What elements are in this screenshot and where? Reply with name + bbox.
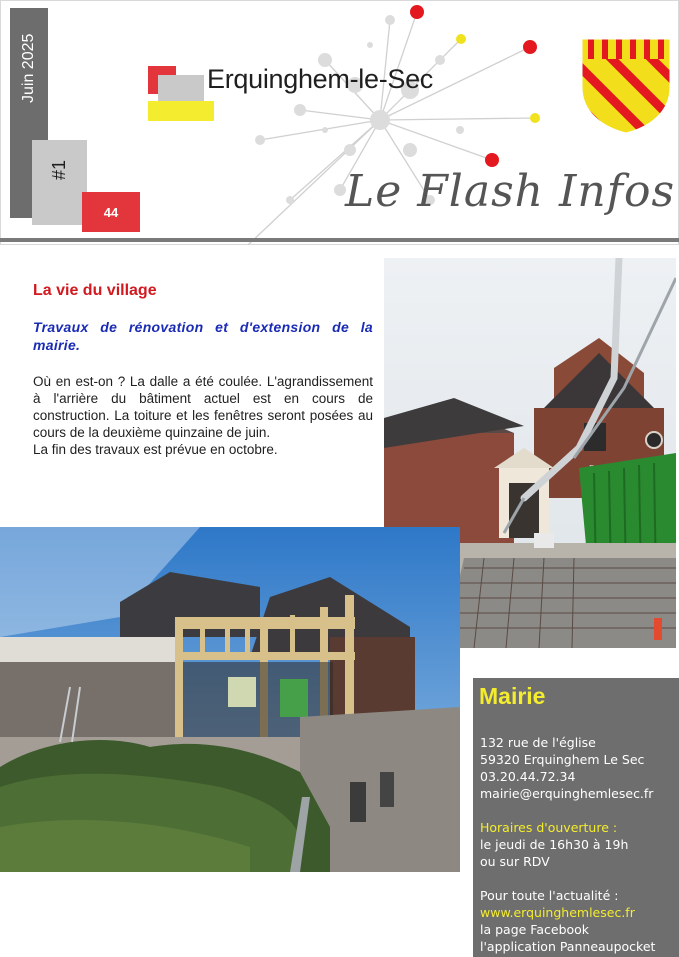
logo-grey-square bbox=[158, 75, 204, 101]
website-link[interactable]: www.erquinghemlesec.fr bbox=[480, 905, 635, 920]
article-body bbox=[33, 373, 373, 458]
photo-timber-extension bbox=[0, 527, 460, 872]
news-label: Pour toute l'actualité : bbox=[480, 888, 619, 903]
red-dot-2 bbox=[523, 40, 537, 54]
town-coat-of-arms-icon bbox=[580, 37, 672, 135]
opening-hours-label: Horaires d'ouverture : bbox=[480, 820, 618, 835]
article-paragraph: La fin des travaux est prévue en octobre. bbox=[33, 442, 278, 457]
mairie-address-street: 132 rue de l'église bbox=[480, 735, 596, 750]
article-paragraph: Où en est-on ? La dalle a été coulée. L'agrandissement à l'arrière du bâtiment actuel est en cours de construction. La toiture et les fenêtres seront posées au cours de la deuxième quinzaine de juin. bbox=[33, 374, 373, 440]
facebook-link[interactable]: la page Facebook bbox=[480, 922, 590, 937]
opening-hours-day: le jeudi de 16h30 à 19h bbox=[480, 837, 629, 852]
section-title: La vie du village bbox=[33, 282, 157, 299]
header-divider bbox=[0, 238, 679, 242]
yellow-dot-1 bbox=[456, 34, 466, 44]
yellow-dot-2 bbox=[530, 113, 540, 123]
red-dot-3 bbox=[485, 153, 499, 167]
mairie-title: Mairie bbox=[479, 683, 546, 709]
mairie-phone: 03.20.44.72.34 bbox=[480, 769, 576, 784]
mairie-address-city: 59320 Erquinghem Le Sec bbox=[480, 752, 645, 767]
article-title: Travaux de rénovation et d'extension de la mairie. bbox=[33, 319, 373, 353]
red-dot-1 bbox=[410, 5, 424, 19]
logo-yellow-bar bbox=[148, 101, 214, 121]
town-name: Erquinghem-le-Sec bbox=[207, 64, 434, 94]
panneaupocket-link[interactable]: l'application Panneaupocket bbox=[480, 939, 656, 954]
publication-title: Le Flash Infos bbox=[345, 166, 676, 217]
opening-hours-note: ou sur RDV bbox=[480, 854, 550, 869]
issue-date: Juin 2025 bbox=[20, 33, 37, 103]
masthead bbox=[0, 0, 679, 245]
issue-number: #1 bbox=[49, 159, 69, 181]
mairie-email-link[interactable]: mairie@erquinghemlesec.fr bbox=[480, 786, 654, 801]
mairie-info-box bbox=[473, 678, 679, 957]
edition-number-badge: 44 bbox=[82, 192, 140, 232]
